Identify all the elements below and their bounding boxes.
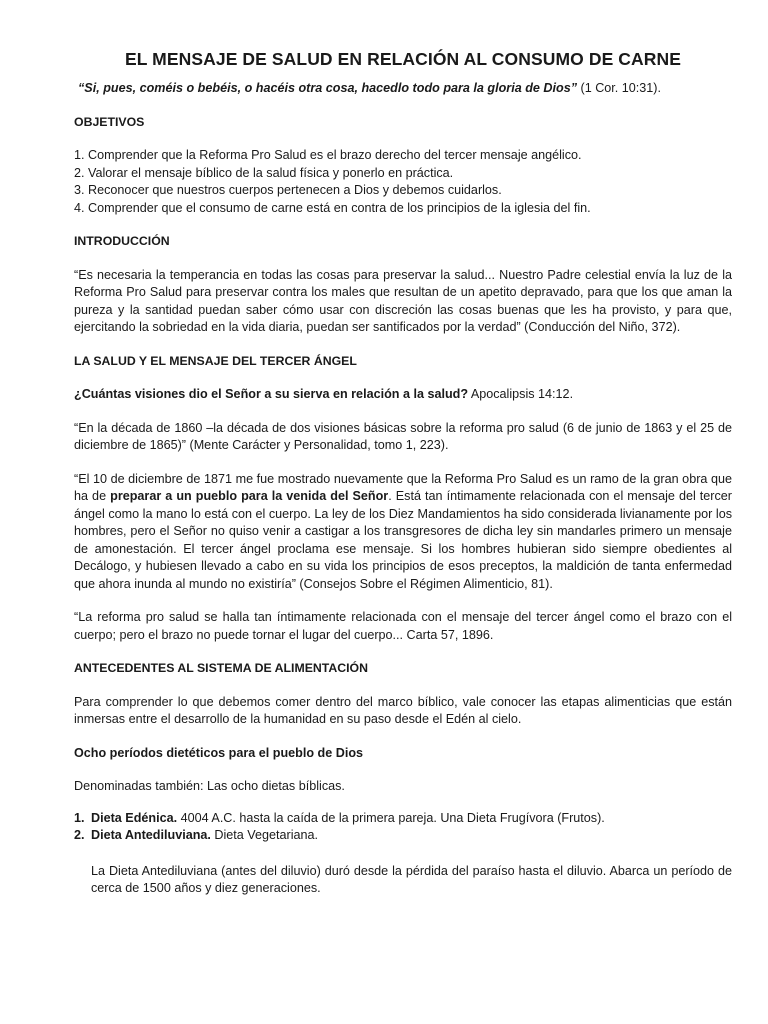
objetivo-item: 1. Comprender que la Reforma Pro Salud es el brazo derecho del tercer mensaje angélico. — [74, 148, 582, 162]
paragraph-2-end: . Está tan íntimamente relacionada con el mensaje del tercer ángel como la mano lo está con el cuerpo. La ley de los Diez Mandamientos ha sido considerada livianamente por los hombres, pero el Señor no quiso venir a castigar a los transgresores de dicha ley sin mandarles primero un mensaje de amonestación. El tercer ángel proclama ese mensaje. Si los hombres hubieran sido siempre obedientes al Decálogo, y hubiesen llevado a cabo en su vida los principios de esos preceptos, la maldición de tanta enfermedad que ahora inunda al mundo no existiría” (Consejos Sobre el Régimen Alimenticio, 81). — [74, 489, 732, 591]
antediluvian-note: La Dieta Antediluviana (antes del diluvio) duró desde la pérdida del paraíso hasta el diluvio. Abarca un período de cerca de 1500 años y diez generaciones. — [91, 863, 732, 895]
antecedentes-paragraph: Para comprender lo que debemos comer dentro del marco bíblico, vale conocer las etapas alimenticias que están inmersas entre el desarrollo de la humanidad en su paso desde el Edén al cielo. — [74, 694, 732, 726]
diet-number: 1. — [74, 810, 85, 825]
dietas-also-named: Denominadas también: Las ocho dietas bíblicas. — [74, 779, 345, 793]
question-text: ¿Cuántas visiones dio el Señor a su sierva en relación a la salud? — [74, 387, 469, 401]
epigraph-quote: “Si, pues, coméis o bebéis, o hacéis otra cosa, hacedlo todo para la gloria de Dios” — [78, 81, 577, 95]
list-item — [74, 810, 732, 828]
question-reference: Apocalipsis 14:12. — [468, 387, 574, 401]
salud-paragraph-2 — [74, 471, 732, 594]
diet-description: 4004 A.C. hasta la caída de la primera pareja. Una Dieta Frugívora (Frutos). — [177, 810, 605, 825]
objetivo-item: 2. Valorar el mensaje bíblico de la salud física y ponerlo en práctica. — [74, 165, 454, 180]
diet-description: Dieta Vegetariana. — [210, 828, 319, 842]
introduccion-heading: INTRODUCCIÓN — [74, 234, 170, 248]
diet-name: Dieta Edénica. — [91, 810, 178, 825]
document-page — [74, 40, 732, 898]
diet-list — [74, 810, 732, 845]
epigraph — [74, 80, 732, 98]
salud-paragraph-3: “La reforma pro salud se halla tan íntimamente relacionada con el mensaje del tercer ángel como el brazo con el cuerpo; pero el brazo no puede tornar el lugar del cuerpo... Carta 57, 1896. — [74, 610, 732, 642]
introduccion-paragraph: “Es necesaria la temperancia en todas las cosas para preservar la salud... Nuestro Padre celestial envía la luz de la Reforma Pro Salud para preservar contra los males que resultan de un apetito depravado, para que los que aman la pureza y la santidad puedan saber cómo usar con discreción las cosas buenas que les ha provisto, y para que, ejercitando la sobriedad en la vida diaria, puedan ser santificados por la verdad” (Conducción del Niño, 372). — [74, 267, 732, 334]
objetivo-item: 4. Comprender que el consumo de carne está en contra de los principios de la iglesia del fin. — [74, 200, 591, 215]
list-item — [74, 827, 732, 845]
paragraph-2-bold: preparar a un pueblo para la venida del Señor — [110, 489, 389, 503]
epigraph-reference: (1 Cor. 10:31). — [577, 81, 661, 95]
objetivo-item: 3. Reconocer que nuestros cuerpos pertenecen a Dios y debemos cuidarlos. — [74, 183, 502, 197]
salud-paragraph-1: “En la década de 1860 –la década de dos visiones básicas sobre la reforma pro salud (6 de junio de 1863 y el 25 de diciembre de 1865)” (Mente Carácter y Personalidad, tomo 1, 223). — [74, 420, 732, 452]
page-title: EL MENSAJE DE SALUD EN RELACIÓN AL CONSUMO DE CARNE — [124, 49, 682, 69]
salud-heading: LA SALUD Y EL MENSAJE DEL TERCER ÁNGEL — [74, 353, 357, 368]
salud-question — [74, 386, 732, 404]
paragraph-2-start: “El 10 de diciembre de 1871 me fue mostrado nuevamente que la Reforma Pro Salud es un ramo de la gran obra que ha de — [74, 471, 732, 503]
antecedentes-heading: ANTECEDENTES AL SISTEMA DE ALIMENTACIÓN — [74, 661, 368, 675]
objetivos-heading: OBJETIVOS — [74, 114, 145, 129]
diet-number: 2. — [74, 828, 85, 842]
periodos-subheading: Ocho períodos dietéticos para el pueblo de Dios — [74, 745, 364, 760]
diet-name: Dieta Antediluviana. — [91, 828, 211, 842]
objetivos-list — [74, 147, 732, 217]
